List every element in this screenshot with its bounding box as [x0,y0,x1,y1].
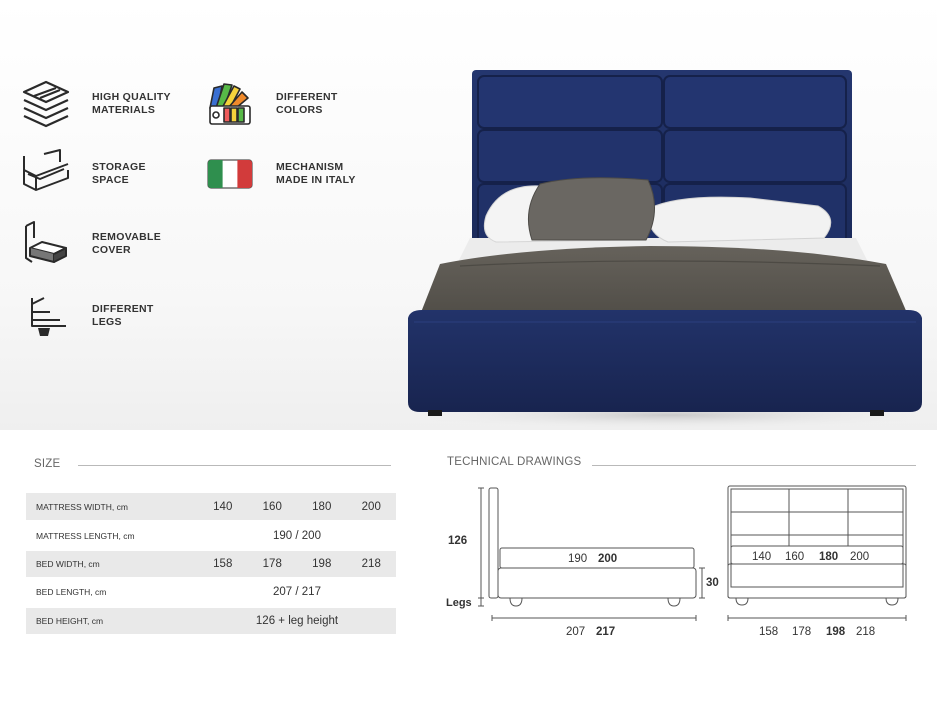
cell-value: 198 [297,550,347,578]
front-outline [728,486,906,598]
cell-value: 218 [347,550,397,578]
headboard-panels [731,489,903,587]
feature-materials [20,78,171,130]
table-row [26,521,396,549]
table-row [26,550,396,578]
legs-label: Legs [446,597,472,609]
cell-value: 178 [248,550,298,578]
cell-value: 140 [198,493,248,521]
table-row [26,607,396,635]
bed-product-image [400,60,930,430]
bed-length-b: 217 [596,626,616,638]
base-outline [498,568,696,598]
size-table [26,493,396,636]
technical-divider [592,465,916,466]
bed-width: 158 [759,626,779,638]
feature-cover [20,218,161,270]
bed-base [408,310,922,416]
mattress-outline [500,548,694,568]
height-label: 126 [448,535,468,547]
size-divider [78,465,391,466]
mattress-length-a: 190 [568,553,588,565]
mattress-width: 180 [819,551,839,563]
mattress-width: 140 [752,551,772,563]
feature-label: STORAGE SPACE [92,161,146,186]
feature-colors [204,78,338,130]
feature-storage [20,148,146,200]
headboard-outline [489,488,498,598]
leg-outline [510,598,522,606]
size-section-title: SIZE [34,458,61,470]
side-view-drawing [440,478,720,648]
bed-length-a: 207 [566,626,586,638]
layers-icon [20,78,72,130]
bed-width: 218 [856,626,876,638]
feature-italy [204,148,356,200]
feature-label: HIGH QUALITY MATERIALS [92,91,171,116]
cell-value: 180 [297,493,347,521]
table-row [26,493,396,521]
storage-bed-icon [20,148,72,200]
mattress-width: 160 [785,551,805,563]
row-label: BED LENGTH, cm [26,578,198,606]
row-label: MATTRESS WIDTH, cm [26,493,198,521]
front-view-drawing [722,478,922,648]
feature-label: REMOVABLE COVER [92,231,162,256]
cell-value: 158 [198,550,248,578]
feature-legs [20,290,154,342]
italy-flag-icon [204,148,256,200]
row-label: BED HEIGHT, cm [26,607,198,635]
base-height-label: 30 [706,577,719,589]
color-swatch-icon [204,78,256,130]
cell-value: 190 / 200 [198,521,396,549]
bed-width: 178 [792,626,812,638]
bed-leg-icon [20,290,72,342]
bed-width: 198 [826,626,846,638]
feature-label: DIFFERENT COLORS [276,91,338,116]
feature-label: DIFFERENT LEGS [92,303,154,328]
leg-outline [886,598,898,605]
cushion [528,178,654,240]
cell-value: 126 + leg height [198,607,396,635]
removable-cover-icon [20,218,72,270]
cell-value: 207 / 217 [198,578,396,606]
mattress-length-b: 200 [598,553,618,565]
technical-section-title: TECHNICAL DRAWINGS [447,456,582,468]
mattress-width: 200 [850,551,870,563]
pillow-right [649,197,831,242]
leg-outline [736,598,748,605]
blanket [418,246,910,320]
leg-outline [668,598,680,606]
cell-value: 200 [347,493,397,521]
feature-label: MECHANISM MADE IN ITALY [276,161,356,186]
cell-value: 160 [248,493,298,521]
base-outline [728,564,906,598]
row-label: BED WIDTH, cm [26,550,198,578]
row-label: MATTRESS LENGTH, cm [26,521,198,549]
table-row [26,578,396,606]
